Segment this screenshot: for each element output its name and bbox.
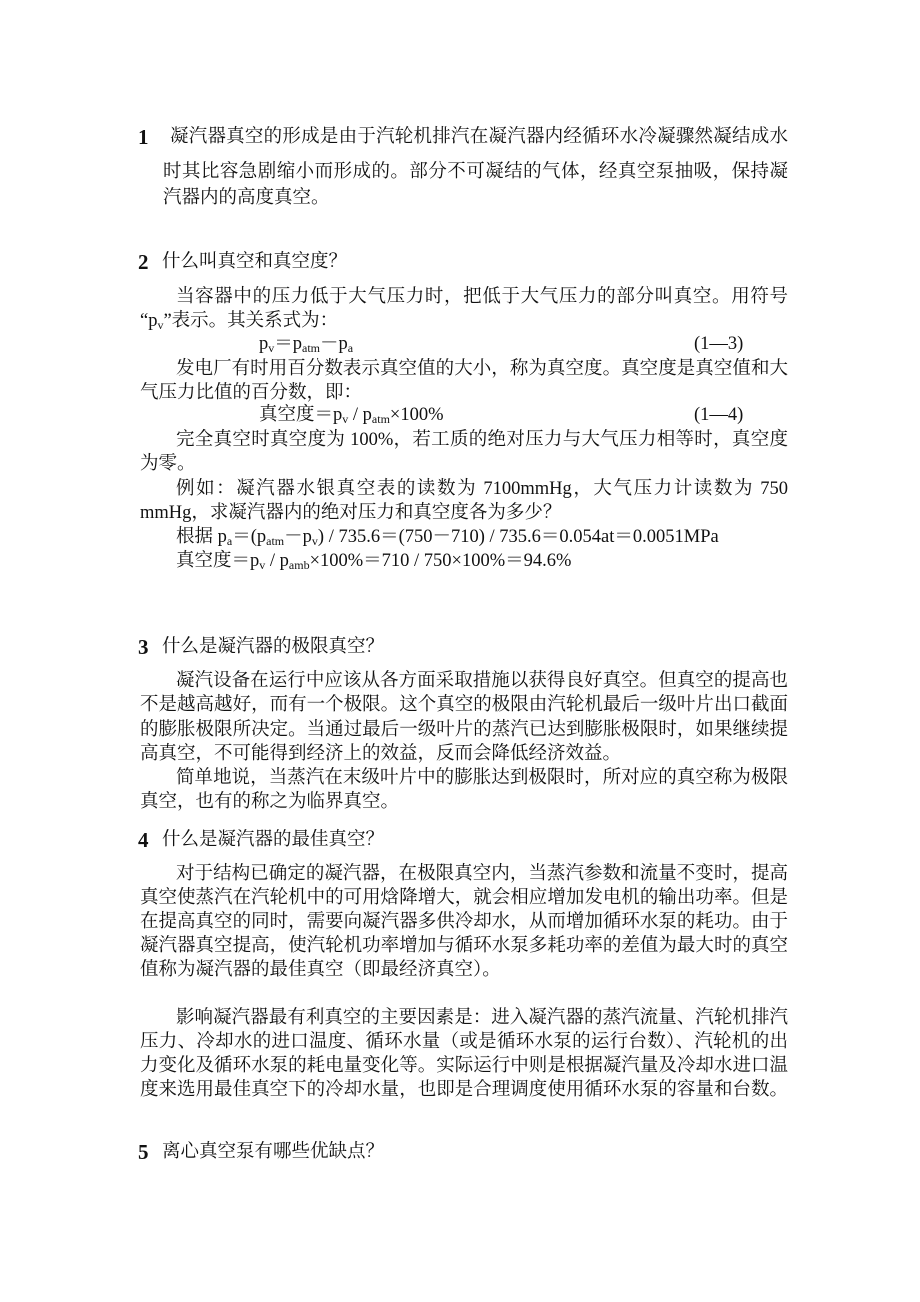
paragraph-line xyxy=(140,1079,788,1101)
text-run: 力变化及循环水泵的耗电量变化等。实际运行中则是根据凝汽量及冷却水进口温 xyxy=(140,1056,788,1076)
text-run: 完全真空时真空度为 100%，若工质的绝对压力与大气压力相等时，真空度 xyxy=(176,430,788,450)
text-run: －p xyxy=(320,334,348,354)
paragraph-line xyxy=(176,286,788,308)
paragraph-line xyxy=(259,333,353,355)
subscript: v xyxy=(268,341,275,355)
text-run: 真空使蒸汽在汽轮机中的可用焓降增大，就会相应增加发电机的输出功率。但是 xyxy=(140,888,788,908)
paragraph-line xyxy=(176,670,788,692)
paragraph-line xyxy=(140,791,399,813)
paragraph-line xyxy=(170,126,788,148)
text-run: 真空度＝p xyxy=(259,405,343,425)
text-run: ”表示。其关系式为： xyxy=(163,311,339,331)
text-run: / p xyxy=(348,405,372,425)
paragraph-line xyxy=(176,767,788,789)
paragraph-line xyxy=(176,358,788,380)
text-run: 的膨胀极限所决定。当通过最后一级叶片的蒸汽已达到膨胀极限时，如果继续提 xyxy=(140,720,788,740)
paragraph-line xyxy=(140,382,362,404)
text-run: 凝汽器真空提高，使汽轮机功率增加与循环水泵多耗功率的差值为最大时的真空 xyxy=(140,936,788,956)
paragraph-line xyxy=(140,719,788,741)
subscript: amb xyxy=(288,558,310,572)
text-run: 影响凝汽器最有利真空的主要因素是：进入凝汽器的蒸汽流量、汽轮机排汽 xyxy=(176,1008,788,1028)
subscript: a xyxy=(347,341,354,355)
text-run: 凝汽设备在运行中应该从各方面采取措施以获得良好真空。但真空的提高也 xyxy=(176,671,788,691)
text-run: 度来选用最佳真空下的冷却水量，也即是合理调度使用循环水泵的容量和台数。 xyxy=(140,1080,788,1100)
paragraph-line xyxy=(163,187,330,209)
paragraph-line xyxy=(140,1031,788,1053)
paragraph-line xyxy=(140,887,788,909)
paragraph-line xyxy=(140,959,501,981)
paragraph-line xyxy=(140,1055,788,1077)
text-run: ＝(p xyxy=(232,527,267,547)
text-run: 简单地说，当蒸汽在末级叶片中的膨胀达到极限时，所对应的真空称为极限 xyxy=(176,768,788,788)
subscript: v xyxy=(342,412,349,426)
text-run: 汽器内的高度真空。 xyxy=(163,188,330,208)
section-title: 什么是凝汽器的最佳真空？ xyxy=(162,830,385,850)
paragraph-line xyxy=(176,1007,788,1029)
text-run: 为零。 xyxy=(140,454,196,474)
subscript: atm xyxy=(266,534,285,548)
text-run: 时其比容急剧缩小而形成的。部分不可凝结的气体，经真空泵抽吸，保持凝 xyxy=(163,162,788,182)
text-run: 压力、冷却水的进口温度、循环水量（或是循环水泵的运行台数）、汽轮机的出 xyxy=(140,1032,788,1052)
text-run: 真空，也有的称之为临界真空。 xyxy=(140,792,400,812)
text-run: p xyxy=(259,334,269,354)
section-number: 3 xyxy=(138,635,149,659)
text-run: 根据 p xyxy=(176,527,227,547)
text-run: ＝p xyxy=(274,334,303,354)
paragraph-line xyxy=(176,478,788,500)
text-run: ×100%＝710 / 750×100%＝94.6% xyxy=(309,551,572,571)
subscript: v xyxy=(157,318,164,332)
section-title: 什么是凝汽器的极限真空？ xyxy=(162,637,385,657)
paragraph-line xyxy=(140,743,621,765)
text-run: 值称为凝汽器的最佳真空（即最经济真空）。 xyxy=(140,960,501,980)
paragraph-line xyxy=(176,863,788,885)
text-run: 凝汽器真空的形成是由于汽轮机排汽在凝汽器内经循环水冷凝骤然凝结成水 xyxy=(170,127,788,147)
section-number: 1 xyxy=(138,125,149,149)
subscript: v xyxy=(259,558,266,572)
paragraph-line xyxy=(140,935,788,957)
text-run: 高真空，不可能得到经济上的效益，反而会降低经济效益。 xyxy=(140,744,622,764)
section-title: 什么叫真空和真空度？ xyxy=(162,252,348,272)
section-title: 离心真空泵有哪些优缺点？ xyxy=(162,1142,385,1162)
text-run: 对于结构已确定的凝汽器，在极限真空内，当蒸汽参数和流量不变时，提高 xyxy=(176,864,788,884)
paragraph-line xyxy=(140,310,338,332)
text-run: 发电厂有时用百分数表示真空值的大小，称为真空度。真空度是真空值和大 xyxy=(176,359,788,379)
section-number: 4 xyxy=(138,828,149,852)
paragraph-line xyxy=(140,502,561,524)
paragraph-line xyxy=(140,694,788,716)
text-run: －p xyxy=(284,527,312,547)
subscript: atm xyxy=(302,341,321,355)
subscript: atm xyxy=(371,412,390,426)
equation-number: (1—3) xyxy=(694,334,744,354)
paragraph-line xyxy=(176,526,719,548)
text-run: ×100% xyxy=(389,405,444,425)
paragraph-line xyxy=(176,550,571,572)
paragraph-line xyxy=(140,453,196,475)
text-run: ) / 735.6＝(750－710) / 735.6＝0.054at＝0.0051MPa xyxy=(317,527,719,547)
text-run: 气压力比值的百分数，即： xyxy=(140,383,363,403)
text-run: 当容器中的压力低于大气压力时，把低于大气压力的部分叫真空。用符号 xyxy=(176,287,788,307)
section-number: 2 xyxy=(138,250,149,274)
section-number: 5 xyxy=(138,1140,149,1164)
text-run: 在提高真空的同时，需要向凝汽器多供冷却水，从而增加循环水泵的耗功。由于 xyxy=(140,912,788,932)
paragraph-line xyxy=(163,161,788,183)
paragraph-line xyxy=(176,429,788,451)
text-run: / p xyxy=(265,551,289,571)
text-run: “p xyxy=(140,311,158,331)
subscript: v xyxy=(311,534,318,548)
subscript: a xyxy=(226,534,233,548)
text-run: 真空度＝p xyxy=(176,551,260,571)
text-run: 不是越高越好，而有一个极限。这个真空的极限由汽轮机最后一级叶片出口截面 xyxy=(140,695,788,715)
equation-number: (1—4) xyxy=(694,405,744,425)
text-run: mmHg，求凝汽器内的绝对压力和真空度各为多少？ xyxy=(140,503,562,523)
text-run: 例如：凝汽器水银真空表的读数为 7100mmHg，大气压力计读数为 750 xyxy=(176,479,788,499)
paragraph-line xyxy=(259,404,444,426)
paragraph-line xyxy=(140,911,788,933)
